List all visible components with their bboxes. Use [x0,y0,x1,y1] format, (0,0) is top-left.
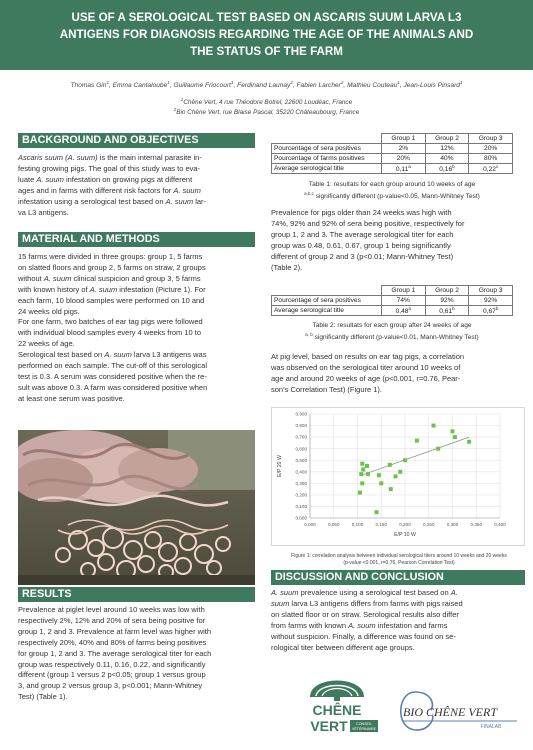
text-line: at least one serum was positive. [18,393,125,403]
title-banner [0,0,533,70]
y-axis-label: E/P 20 W [277,455,283,477]
table-cell-sup: a [408,306,411,311]
text-line: For one farm, two batches of ear tag pigs were followed [18,317,203,327]
text-line: 15 farms were divided in three groups: group 1, 5 farms [18,252,203,261]
table-cell [382,164,426,174]
text-line: different (group 1 versus 2 p<0.05; group 1 versus group [18,670,206,680]
author-name: Emma Cantaloube [112,82,168,90]
text-line: Prevalence for pigs older than 24 weeks was high with [271,208,452,217]
author-name: Mathieu Couteau [347,82,398,90]
text-line: was observed on the serological titer around 10 weeks of [271,362,461,372]
text-line: age and around 20 weeks of age (p<0.001, r=0.76, Pear- [271,373,461,383]
data-point [389,487,393,491]
table-cell [382,154,426,164]
y-tick-label: 0,400 [295,469,307,475]
table-cell [382,144,426,154]
logo-chene-text: CHÊNE [312,702,362,718]
data-point [453,435,457,439]
y-tick-label: 0,300 [295,480,307,486]
x-tick-label: 0,200 [399,522,411,527]
data-point [394,474,398,478]
title-line-3: THE STATUS OF THE FARM [190,45,343,58]
table-cell-sup: c [495,164,499,169]
affiliation-sup: 2 [173,107,177,112]
section-heading-background: BACKGROUND AND OBJECTIVES [18,133,255,148]
author-name: Fabien Larcher [296,82,341,90]
table-row [272,144,513,154]
data-point [467,440,471,444]
y-tick-label: 0,800 [295,423,307,429]
text-line: infestation using a serological test based on A. suum lar- [18,196,207,206]
table-cell-value: 92% [484,297,498,304]
table-cell [425,296,469,306]
data-point [398,470,402,474]
table-header-cell: Group 1 [382,286,426,296]
text-line: A. suum prevalence using a serological test based on A. [271,588,458,597]
logo-veterinaire-text: VÉTÉRINAIRE [352,727,376,731]
text-line: for group 1, 2 and 3. The average serological titer for each [18,648,212,658]
affiliation-text: Chêne Vert, 4 rue Théodore Botrel, 22600 Loudéac, France [183,99,353,107]
table-row-label: Average serological title [272,306,382,316]
table-cell [469,154,513,164]
author-affiliation-sup: 1 [459,80,463,85]
text-line: different of group 2 and 3 (p<0.01; Mann-Whitney Test) [271,251,454,261]
table-row [272,164,513,174]
background-text [18,153,263,218]
data-point [379,481,383,485]
table-row-label: Pourcentage of farms positives [272,154,382,164]
affiliation-sup: 1 [180,97,184,102]
table-cell-value: 74% [396,297,410,304]
text-line: Prevalence at piglet level around 10 weeks was low with [18,605,205,614]
text-line: on slatted floor or on straw. Serological results also differ [271,609,459,619]
table-cell-value: 0,67 [482,308,496,316]
data-point [360,462,364,466]
title-line-1: USE OF A SEROLOGICAL TEST BASED ON ASCARIS SUUM LARVA L3 [71,11,462,24]
methods-text [18,252,263,405]
author-affiliation-sup: 2 [340,80,344,85]
text-line: 24 weeks old pigs. [18,306,80,316]
text-line: va L3 antigens. [18,207,69,217]
text-line: on slatted floors and group 2, 5 farms on straw, 2 groups [18,262,206,272]
table-2-caption [271,321,513,342]
text-line: Serological test based on A. suum larva L3 antigens was [18,350,207,360]
section-heading-results: RESULTS [18,587,255,602]
table-cell [382,296,426,306]
table-cell-value: 2% [398,145,409,152]
author-name: Thomas Gin [70,82,107,90]
logo-bio-text: BIO CHÊNE VERT [403,705,497,719]
table-header-cell: Group 2 [425,134,469,144]
text-line: At pig level, based on results on ear tag pigs, a correlation [271,352,465,361]
affiliation-2 [0,107,533,116]
table-row-label: Average serological title [272,164,382,174]
table-cell-value: 0,16 [439,166,453,174]
table-1-caption-line-1: Table 1: resultats for each group around 10 weeks of age [308,181,476,188]
author-affiliation-sup: 1 [397,80,400,85]
table-cell [425,154,469,164]
x-tick-label: 0,400 [494,522,506,527]
x-tick-label: 0,000 [304,522,316,527]
data-point [388,463,392,467]
x-tick-label: 0,050 [328,522,340,527]
bio-chene-vert-logo [393,688,521,734]
text-line: Ascaris suum (A. suum) is the main internal parasite in- [18,153,202,162]
text-line: son’s Correlation Test) (Figure 1). [271,384,383,394]
table-cell [425,144,469,154]
table-row-label: Pourcentage of sera positives [272,144,382,154]
table-cell-value: 12% [440,145,454,152]
x-tick-label: 0,100 [351,522,364,527]
text-line: sult was above 0.3. A farm was considered positive when [18,382,208,392]
data-point [377,473,381,477]
data-point [360,481,364,485]
table-row-label: Pourcentage of sera positives [272,296,382,306]
table-cell [382,306,426,316]
text-line: with known history of A. suum infestation (Picture 1). For [18,284,206,294]
table-header-cell: Group 3 [469,134,513,144]
author-affiliation-sup: 1 [106,80,109,85]
x-axis-label: E/P 10 W [394,532,416,538]
table-cell [425,306,469,316]
figure-caption-line-1: Figure 1: correlation analysis between individual serological titers around 10 weeks and 20 weeks [291,553,507,559]
pig-level-paragraph [271,352,527,396]
data-point [415,439,419,443]
section-heading-discussion: DISCUSSION AND CONCLUSION [271,570,525,585]
table-row [272,296,513,306]
ascaris-worms-image [18,430,255,585]
section-heading-methods: MATERIAL AND METHODS [18,232,255,247]
logo-vert-text: VERT [310,718,348,734]
text-line: (Table 2). [271,262,303,272]
table-row [272,306,513,316]
table-1-caption-line-2: significantly different (p-value<0.05, Mann-Whitney Test) [313,193,480,201]
table-cell-value: 0,61 [439,308,453,316]
text-line: group was respectively 0.11, 0.16, 0.22, and significantly [18,659,206,669]
table-cell-sup: a [408,164,411,169]
affiliation-1 [0,97,533,106]
logo-finalab-text: FINALAB [480,724,502,730]
24-weeks-paragraph [271,208,527,273]
table-cell-value: 0,48 [395,308,409,316]
table-2 [271,285,513,316]
discussion-text [271,588,527,653]
scatter-chart-svg [272,408,526,547]
table-cell-sup: b [452,306,455,311]
table-cell-value: 0,11 [395,166,409,174]
text-line: 3, and group 2 versus group 3, p<0.001; Mann-Whitney [18,681,203,691]
table-2-caption-line-2: significantly different (p-value<0.01, Mann-Whitney Test) [312,334,479,342]
chene-vert-logo [292,667,382,743]
x-tick-label: 0,350 [470,522,482,527]
table-cell [469,306,513,316]
y-tick-label: 0,600 [295,446,307,452]
table-cell-sup: b [452,164,455,169]
figure-1-caption [273,553,525,567]
table-cell-value: 92% [440,297,454,304]
figure-caption-line-2: (p-value <0.001, r=0,76, Pearson Correlation Test) [343,560,455,566]
data-point [403,458,407,462]
table-cell [469,164,513,174]
table-cell-value: 80% [484,155,498,162]
text-line: respectively 20%, 40% and 80% of farms being positives [18,637,207,647]
author-name: Guillaume Friocourt [173,82,231,90]
table-cell-value: 20% [484,145,498,152]
text-line: Test) (Table 1). [18,692,68,702]
text-line: suum larva L3 antigens differs from farms with pigs raised [271,598,463,608]
farm-photo [18,430,255,585]
table-cell [469,144,513,154]
table-header-cell: Group 2 [425,286,469,296]
table-1-caption-sup: a,b,c [304,191,314,196]
text-line: group was 0.48, 0.61, 0.67, group 1 being significantly [271,240,451,250]
table-header-cell [272,134,382,144]
table-cell [469,296,513,306]
text-line: group 1, 2 and 3. Prevalence at farm level was higher with [18,626,212,636]
table-header-cell: Group 3 [469,286,513,296]
poster-title [10,9,523,60]
text-line: group 1, 2 and 3. The average serological titer for each [271,229,454,239]
data-point [359,472,363,476]
text-line: from farms with known A. suum infestation and farms [271,620,448,630]
y-tick-label: 0,700 [295,434,307,440]
table-cell-value: 0,22 [483,166,496,174]
author-list: Thomas Gin$^1$, Emma Cantaloube$^1$, Guillaume Friocourt$^1$, Ferdinand Launay$^2$, Fabien Larcher$^2$, Mathieu Couteau$^1$, Jean-Louis Pinsard$^1$ [70,80,463,90]
results-text [18,605,263,703]
data-point [358,491,362,495]
data-point [361,467,365,471]
text-line: ages and in farms with different risk factors for A. suum [18,185,201,195]
table-1-caption [271,180,513,201]
text-line: without suspicion. Finally, a difference was found on se- [271,631,456,641]
logo-conseil-text: CONSEIL [356,722,372,726]
table-2-caption-sup: a, b [305,332,313,337]
text-line: rological titer between different age groups. [271,642,415,652]
y-tick-label: 0,000 [295,515,307,521]
data-point [432,424,436,428]
x-tick-label: 0,150 [375,522,387,527]
data-point [451,429,455,433]
bio-chene-vert-mark-icon [393,688,521,734]
text-line: test is 0.3. A serum was considered positive when the re- [18,371,207,381]
text-line: with individual blood samples every 4 weeks from 10 to [18,328,202,338]
y-tick-label: 0,900 [295,411,307,417]
table-1 [271,133,513,174]
text-line: performed on each sample. The cut-off of this serological [18,361,207,371]
data-point [365,464,369,468]
text-line: festing growing pigs. The goal of this study was to eva- [18,163,201,173]
oak-tree-icon [292,667,382,743]
author-name: Ferdinand Launay [237,82,291,90]
scatter-chart [271,407,525,546]
data-point [375,510,379,514]
title-line-2: ANTIGENS FOR DIAGNOSIS REGARDING THE AGE OF THE ANIMALS AND [59,28,474,41]
y-tick-label: 0,500 [295,457,307,463]
table-header-cell [272,286,382,296]
author-affiliation-sup: 1 [230,80,234,85]
table-cell [425,164,469,174]
table-cell-value: 20% [396,155,410,162]
text-line: luate A. suum infestation on growing pigs at different [18,174,193,184]
data-point [436,447,440,451]
text-line: without A. suum clinical suspicion and group 3, 5 farms [18,273,201,283]
author-name: Jean-Louis Pinsard [403,82,460,90]
text-line: respectively 2%, 12% and 20% of sera being positive for [18,615,206,625]
table-row [272,154,513,164]
author-affiliation-sup: 2 [290,80,293,85]
affiliation-text: Bio Chêne Vert, rue Blaise Pascal, 35220 Châteaubourg, France [176,109,360,117]
table-cell-sup: b [495,306,499,311]
y-tick-label: 0,200 [295,492,307,498]
x-tick-label: 0,250 [423,522,435,527]
text-line: 22 weeks of age. [18,339,75,349]
data-point [366,472,370,476]
table-header-cell: Group 1 [382,134,426,144]
table-2-caption-line-1: Table 2: resultats for each group after 24 weeks of age [312,322,472,329]
text-line: each farm, 10 blood samples were performed on 10 and [18,295,205,305]
y-tick-label: 0,100 [295,504,307,510]
x-tick-label: 0,300 [446,522,459,527]
table-cell-value: 40% [440,155,454,162]
author-affiliation-sup: 1 [167,80,170,85]
text-line: 74%, 92% and 92% of sera being positive, respectively for [271,218,465,228]
